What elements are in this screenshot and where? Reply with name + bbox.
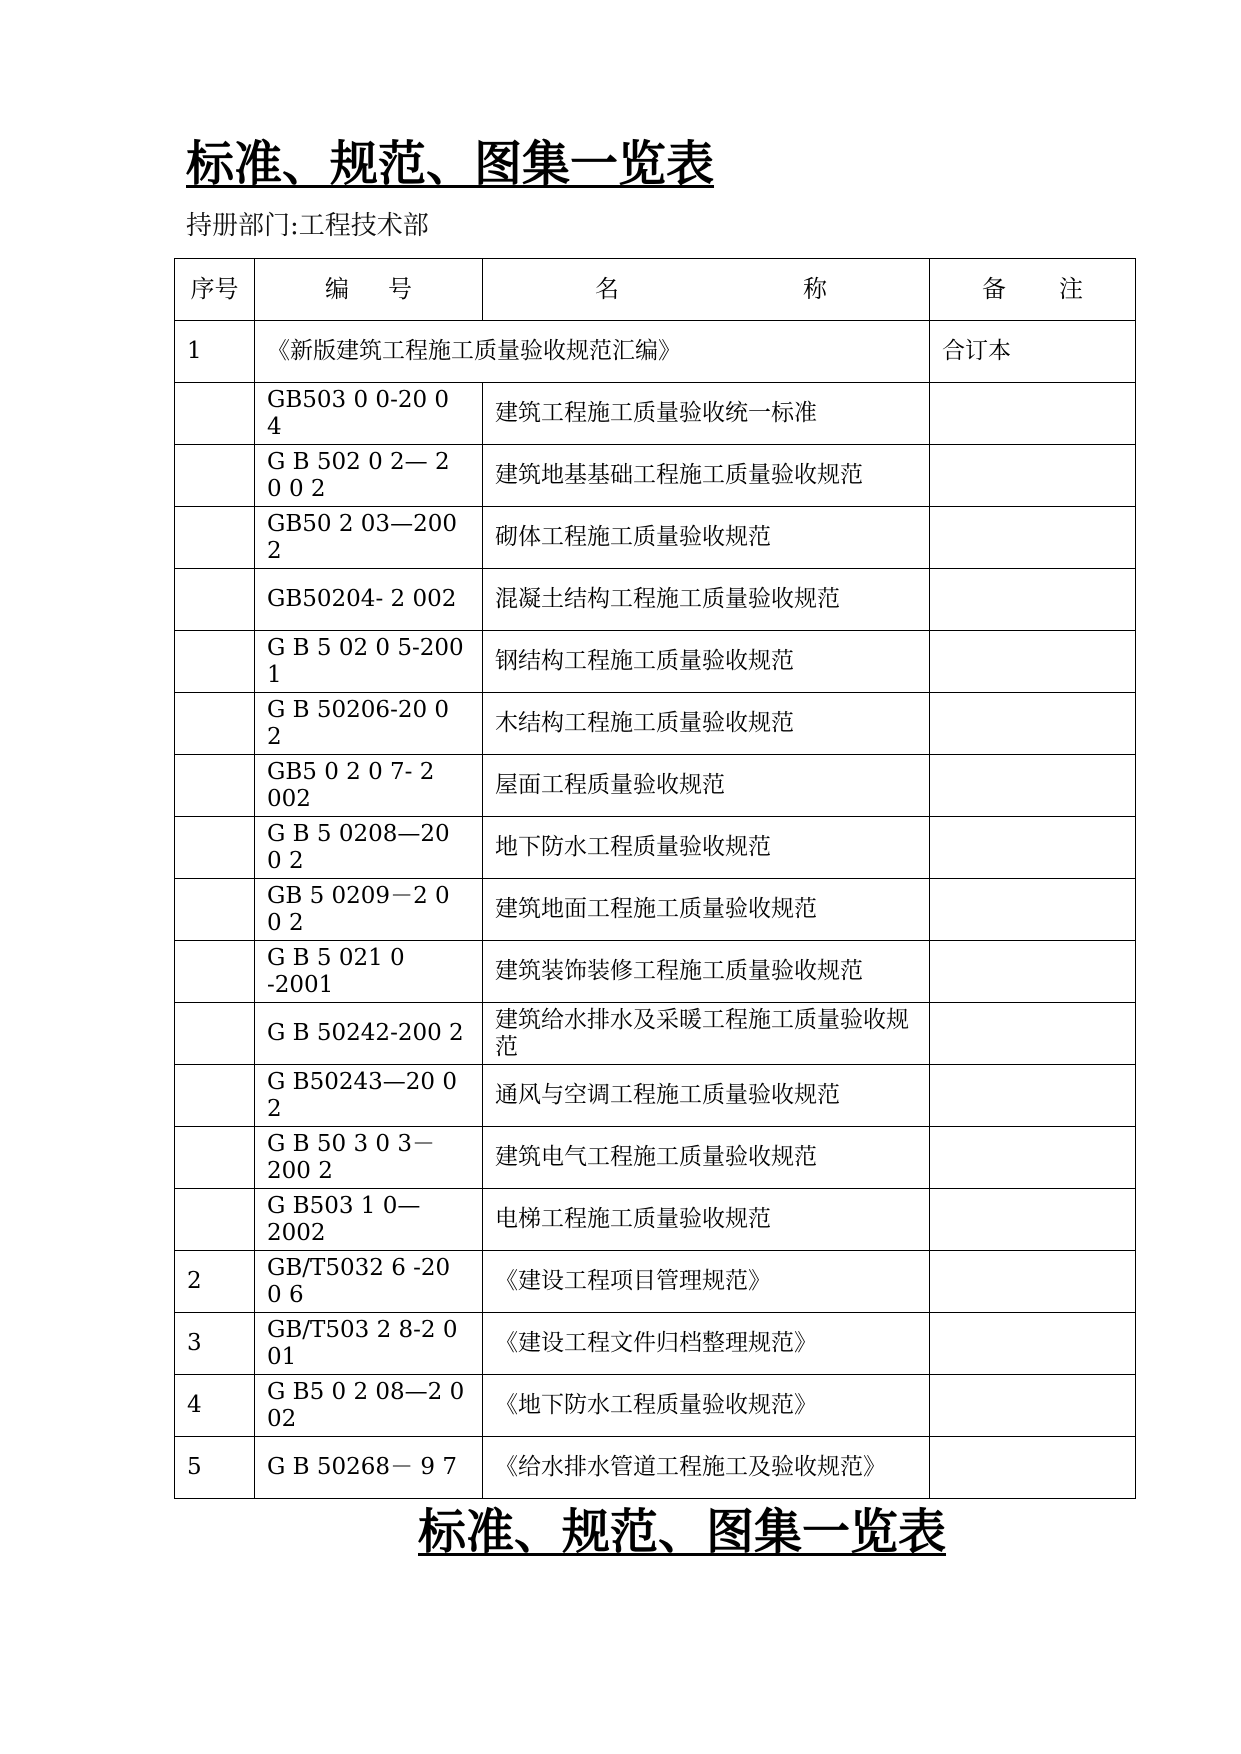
row-name: 《给水排水管道工程施工及验收规范》: [483, 1437, 930, 1499]
row-code: G B 5 021 0 -2001: [255, 941, 483, 1003]
row-name: 通风与空调工程施工质量验收规范: [483, 1065, 930, 1127]
row-remark: [930, 631, 1136, 693]
row-seq: [175, 817, 255, 879]
row-name: 混凝土结构工程施工质量验收规范: [483, 569, 930, 631]
row-seq: [175, 1065, 255, 1127]
table-row: [175, 693, 1136, 755]
header-name-char-1: 名: [595, 275, 619, 303]
row-name: 建筑给水排水及采暖工程施工质量验收规范: [483, 1003, 930, 1065]
row-code: GB5 0 2 0 7- 2 002: [255, 755, 483, 817]
row-code: GB50 2 03—200 2: [255, 507, 483, 569]
row-remark: [930, 445, 1136, 507]
row-seq: [175, 1003, 255, 1065]
table-row: [175, 1065, 1136, 1127]
row-remark: [930, 817, 1136, 879]
row-seq: [175, 445, 255, 507]
row-remark: [930, 755, 1136, 817]
row-code: G B 50242-200 2: [255, 1003, 483, 1065]
compilation-remark: 合订本: [930, 321, 1136, 383]
header-seq: 序号: [175, 259, 255, 321]
table-row: [175, 1251, 1136, 1313]
row-name: 砌体工程施工质量验收规范: [483, 507, 930, 569]
row-remark: [930, 1065, 1136, 1127]
row-seq: [175, 693, 255, 755]
row-code: G B5 0 2 08—2 0 02: [255, 1375, 483, 1437]
header-name-char-2: 称: [803, 275, 827, 303]
row-seq: [175, 383, 255, 445]
header-code-char-2: 号: [388, 275, 412, 303]
table-row: [175, 445, 1136, 507]
table-row: [175, 817, 1136, 879]
row-name: 建筑装饰装修工程施工质量验收规范: [483, 941, 930, 1003]
row-name: 木结构工程施工质量验收规范: [483, 693, 930, 755]
header-remark: [930, 259, 1136, 321]
row-remark: [930, 1313, 1136, 1375]
row-name: 电梯工程施工质量验收规范: [483, 1189, 930, 1251]
page-title: 标准、规范、图集一览表: [186, 136, 715, 192]
row-code: G B 5 0208—20 0 2: [255, 817, 483, 879]
row-code: GB503 0 0-20 0 4: [255, 383, 483, 445]
row-remark: [930, 1127, 1136, 1189]
compilation-seq: 1: [175, 321, 255, 383]
header-code-char-1: 编: [325, 275, 349, 303]
row-seq: 5: [175, 1437, 255, 1499]
row-name: 建筑电气工程施工质量验收规范: [483, 1127, 930, 1189]
table-row: [175, 1375, 1136, 1437]
row-seq: [175, 507, 255, 569]
table-body: [175, 321, 1136, 1499]
row-remark: [930, 879, 1136, 941]
row-remark: [930, 569, 1136, 631]
row-code: G B 50268－ 9 7: [255, 1437, 483, 1499]
header-remark-char-1: 备: [982, 275, 1006, 303]
row-name: 地下防水工程质量验收规范: [483, 817, 930, 879]
row-remark: [930, 1189, 1136, 1251]
row-remark: [930, 383, 1136, 445]
header-remark-char-2: 注: [1059, 275, 1083, 303]
row-remark: [930, 1003, 1136, 1065]
table-row: [175, 1189, 1136, 1251]
table-row: [175, 941, 1136, 1003]
compilation-row: [175, 321, 1136, 383]
row-seq: [175, 755, 255, 817]
header-code: [255, 259, 483, 321]
row-name: 《建设工程项目管理规范》: [483, 1251, 930, 1313]
table-row: [175, 1437, 1136, 1499]
row-remark: [930, 941, 1136, 1003]
row-name: 钢结构工程施工质量验收规范: [483, 631, 930, 693]
table-row: [175, 631, 1136, 693]
row-name: 建筑地基基础工程施工质量验收规范: [483, 445, 930, 507]
table-row: [175, 1313, 1136, 1375]
table-row: [175, 1127, 1136, 1189]
table-row: [175, 383, 1136, 445]
row-seq: [175, 631, 255, 693]
table-row: [175, 879, 1136, 941]
row-code: GB50204- 2 002: [255, 569, 483, 631]
row-seq: [175, 1189, 255, 1251]
row-seq: [175, 879, 255, 941]
row-code: GB/T503 2 8-2 0 01: [255, 1313, 483, 1375]
row-remark: [930, 507, 1136, 569]
row-code: G B503 1 0—2002: [255, 1189, 483, 1251]
row-seq: [175, 569, 255, 631]
row-code: GB 5 0209－2 0 0 2: [255, 879, 483, 941]
row-seq: [175, 1127, 255, 1189]
row-seq: 4: [175, 1375, 255, 1437]
row-name: 屋面工程质量验收规范: [483, 755, 930, 817]
row-code: G B 50 3 0 3－200 2: [255, 1127, 483, 1189]
row-code: G B50243—20 0 2: [255, 1065, 483, 1127]
row-code: G B 5 02 0 5-200 1: [255, 631, 483, 693]
row-remark: [930, 1251, 1136, 1313]
row-code: G B 50206-20 0 2: [255, 693, 483, 755]
compilation-title: 《新版建筑工程施工质量验收规范汇编》: [255, 321, 930, 383]
row-name: 建筑地面工程施工质量验收规范: [483, 879, 930, 941]
row-remark: [930, 1437, 1136, 1499]
row-remark: [930, 1375, 1136, 1437]
table-row: [175, 507, 1136, 569]
header-name: [483, 259, 930, 321]
table-row: [175, 755, 1136, 817]
department-label: 持册部门:工程技术部: [186, 211, 429, 241]
page-title-repeat: 标准、规范、图集一览表: [418, 1504, 947, 1560]
table-header-row: [175, 259, 1136, 321]
table-row: [175, 569, 1136, 631]
row-name: 《地下防水工程质量验收规范》: [483, 1375, 930, 1437]
row-name: 《建设工程文件归档整理规范》: [483, 1313, 930, 1375]
table-row: [175, 1003, 1136, 1065]
row-name: 建筑工程施工质量验收统一标准: [483, 383, 930, 445]
row-seq: 3: [175, 1313, 255, 1375]
row-seq: [175, 941, 255, 1003]
row-seq: 2: [175, 1251, 255, 1313]
row-code: GB/T5032 6 -20 0 6: [255, 1251, 483, 1313]
row-remark: [930, 693, 1136, 755]
row-code: G B 502 0 2— 2 0 0 2: [255, 445, 483, 507]
standards-table: [174, 258, 1136, 1499]
